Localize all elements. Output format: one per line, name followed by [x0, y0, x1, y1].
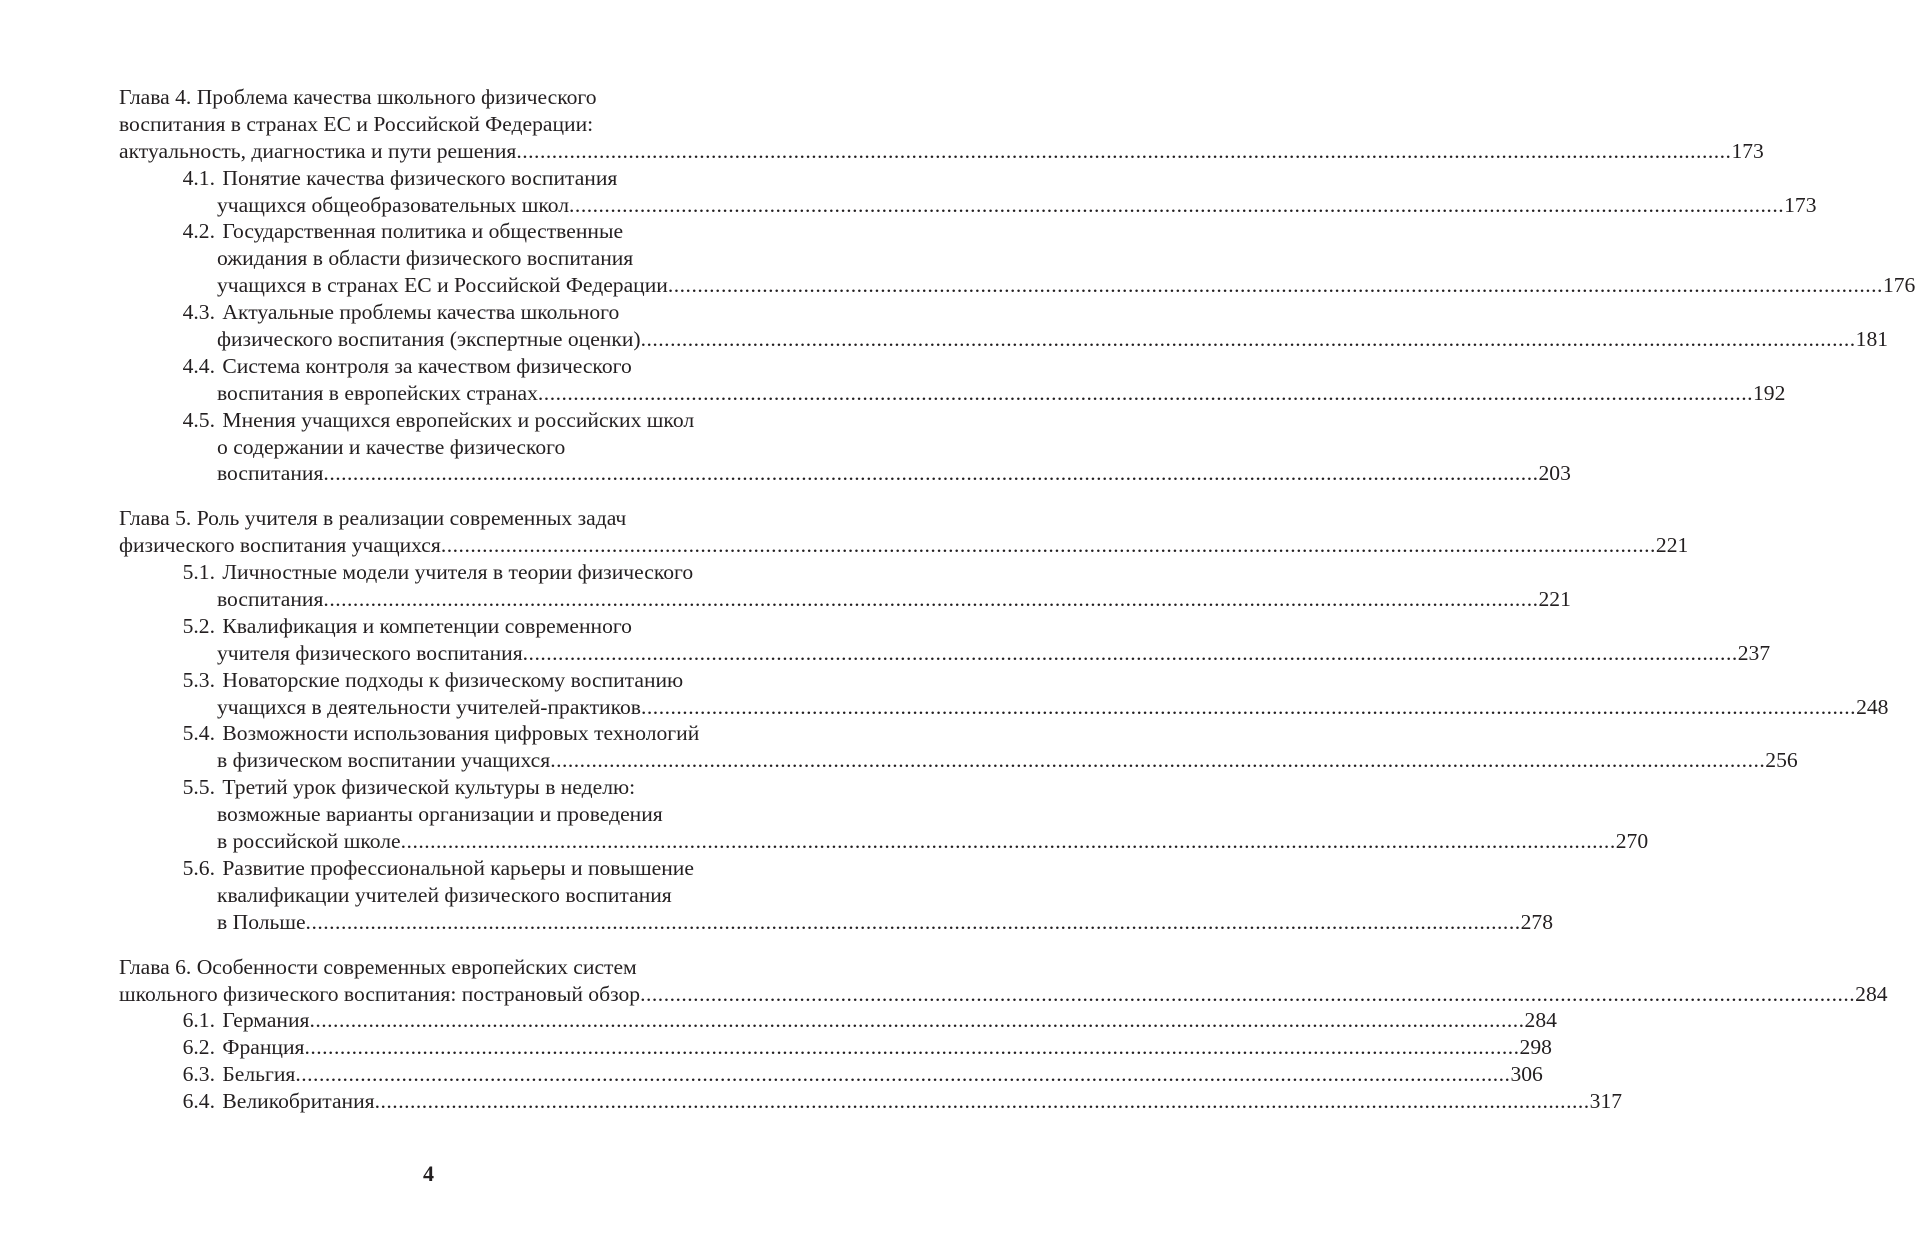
dot-leader: .............................................................................................................................................................................................................. [440, 533, 1656, 558]
section-title: Развитие профессиональной карьеры и повышение [222, 855, 694, 880]
section-line [119, 613, 756, 640]
section-title: Личностные модели учителя в теории физического [222, 560, 694, 585]
page-ref: 284 [1855, 981, 1888, 1006]
toc-chapter-6 [119, 954, 1888, 1115]
section-title-text: Германия [222, 1008, 310, 1033]
section-title: Актуальные проблемы качества школьного [222, 300, 620, 325]
section-line [119, 353, 756, 380]
section-title: в физическом воспитании учащихся [217, 748, 551, 773]
toc-entry-5-2[interactable] [119, 640, 1771, 667]
table-of-contents [119, 84, 1915, 1133]
dot-leader: .............................................................................................................................................................................................................. [295, 1062, 1511, 1087]
dot-leader: .............................................................................................................................................................................................................. [323, 587, 1539, 612]
section-line [119, 165, 756, 192]
page-ref: 192 [1752, 380, 1786, 405]
section-number: 6.2. [182, 1035, 215, 1060]
section-title: воспитания [217, 587, 324, 612]
toc-entry-5-6[interactable] [119, 909, 1554, 936]
page-ref: 181 [1855, 327, 1889, 352]
toc-entry-4-2[interactable] [119, 272, 1915, 299]
section-title: квалификации учителей физического воспитания [217, 882, 672, 907]
chapter-title-line: школьного физического воспитания: пострановый обзор [119, 981, 641, 1006]
section-title-text: Франция [222, 1035, 305, 1060]
dot-leader: .............................................................................................................................................................................................................. [305, 909, 1521, 934]
section-line [119, 559, 756, 586]
dot-leader: .............................................................................................................................................................................................................. [550, 748, 1766, 773]
page-ref: 173 [1784, 192, 1817, 217]
toc-entry-5-3[interactable] [119, 694, 1889, 721]
section-title: воспитания в европейских странах [217, 380, 538, 405]
page-ref: 176 [1882, 273, 1915, 298]
section-title: возможные варианты организации и проведения [217, 802, 663, 827]
section-title: Новаторские подходы к физическому воспитанию [222, 667, 684, 692]
page-ref: 306 [1510, 1062, 1543, 1087]
dot-leader: .............................................................................................................................................................................................................. [569, 192, 1785, 217]
section-title [217, 1034, 304, 1061]
section-line [119, 407, 756, 434]
section-title: воспитания [217, 461, 324, 486]
section-number: 4.4. [182, 353, 215, 378]
chapter-title-line: Глава 4. Проблема качества школьного физического [119, 85, 597, 109]
dot-leader: .............................................................................................................................................................................................................. [516, 138, 1732, 163]
page-ref: 221 [1538, 587, 1571, 612]
dot-leader: .............................................................................................................................................................................................................. [640, 327, 1856, 352]
toc-entry-6-1[interactable] [119, 1007, 1557, 1034]
page-number: 4 [423, 1161, 434, 1186]
section-line [119, 218, 756, 245]
section-title [217, 1088, 375, 1115]
section-title: о содержании и качестве физического [217, 434, 566, 459]
section-number: 5.6. [182, 855, 215, 880]
section-line [119, 667, 756, 694]
chapter-title-line: физического воспитания учащихся [119, 533, 441, 558]
section-title: Мнения учащихся европейских и российских школ [222, 407, 695, 432]
dot-leader: .............................................................................................................................................................................................................. [537, 380, 1753, 405]
dot-leader: .............................................................................................................................................................................................................. [640, 981, 1856, 1006]
section-title: Квалификация и компетенции современного [222, 613, 632, 638]
section-line [119, 855, 756, 882]
section-number: 6.4. [182, 1089, 215, 1114]
section-title: учителя физического воспитания [217, 640, 523, 665]
toc-chapter-5 [119, 505, 1889, 935]
section-title: учащихся общеобразовательных школ [217, 192, 570, 217]
chapter-title-line: Глава 6. Особенности современных европейских систем [119, 954, 637, 979]
page-ref: 256 [1765, 748, 1798, 773]
page-ref: 221 [1655, 533, 1689, 558]
page-ref: 284 [1524, 1008, 1557, 1033]
section-line [119, 774, 756, 801]
toc-entry-5-4[interactable] [119, 747, 1798, 774]
dot-leader: .............................................................................................................................................................................................................. [309, 1008, 1525, 1033]
section-number: 4.3. [182, 300, 215, 325]
section-title-text: Бельгия [222, 1062, 296, 1087]
toc-entry-5-5[interactable] [119, 828, 1649, 855]
section-title: Возможности использования цифровых технологий [222, 721, 700, 746]
section-title: в Польше [217, 909, 306, 934]
section-title [217, 1061, 295, 1088]
dot-leader: .............................................................................................................................................................................................................. [304, 1035, 1520, 1060]
section-title: Третий урок физической культуры в неделю: [222, 775, 636, 800]
chapter-title-line: актуальность, диагностика и пути решения [119, 138, 517, 163]
page-ref: 203 [1538, 461, 1571, 486]
toc-entry-6-2[interactable] [119, 1034, 1552, 1061]
section-title-text: Великобритания [222, 1089, 375, 1114]
section-number: 4.1. [182, 165, 215, 190]
toc-entry-chapter-5[interactable] [119, 532, 1689, 559]
toc-entry-4-5[interactable] [119, 460, 1571, 487]
section-title: Понятие качества физического воспитания [222, 165, 618, 190]
page-ref: 270 [1615, 829, 1649, 854]
chapter-title-line: воспитания в странах ЕС и Российской Федерации: [119, 111, 594, 136]
section-number: 5.2. [182, 613, 215, 638]
page-ref: 248 [1856, 694, 1889, 719]
section-title [217, 1007, 309, 1034]
section-number: 6.1. [182, 1008, 215, 1033]
page-ref: 278 [1520, 909, 1554, 934]
section-number: 4.2. [182, 219, 215, 244]
toc-entry-6-3[interactable] [119, 1061, 1543, 1088]
section-title: физического воспитания (экспертные оценки) [217, 327, 641, 352]
dot-leader: .............................................................................................................................................................................................................. [323, 461, 1539, 486]
toc-entry-4-4[interactable] [119, 380, 1786, 407]
page-ref: 298 [1519, 1035, 1552, 1060]
section-number: 5.1. [182, 560, 215, 585]
dot-leader: .............................................................................................................................................................................................................. [400, 829, 1616, 854]
page-ref: 237 [1737, 640, 1771, 665]
section-number: 5.3. [182, 667, 215, 692]
dot-leader: .............................................................................................................................................................................................................. [667, 273, 1883, 298]
toc-entry-chapter-4[interactable] [119, 138, 1764, 165]
toc-entry-chapter-6[interactable] [119, 981, 1888, 1008]
dot-leader: .............................................................................................................................................................................................................. [641, 694, 1857, 719]
page-ref: 317 [1589, 1089, 1623, 1114]
section-line [119, 720, 756, 747]
section-number: 4.5. [182, 407, 215, 432]
section-number: 6.3. [182, 1062, 215, 1087]
toc-chapter-4 [119, 84, 1915, 487]
section-title: Государственная политика и общественные [222, 219, 624, 244]
section-line [119, 299, 756, 326]
dot-leader: .............................................................................................................................................................................................................. [522, 640, 1738, 665]
toc-entry-4-1[interactable] [119, 192, 1817, 219]
section-title: в российской школе [217, 829, 401, 854]
toc-entry-6-4[interactable] [119, 1088, 1623, 1115]
section-number: 5.4. [182, 721, 215, 746]
dot-leader: .............................................................................................................................................................................................................. [374, 1089, 1590, 1114]
toc-entry-5-1[interactable] [119, 586, 1571, 613]
section-title: Система контроля за качеством физического [222, 353, 632, 378]
chapter-title-line: Глава 5. Роль учителя в реализации современных задач [119, 506, 627, 531]
section-number: 5.5. [182, 775, 215, 800]
page-ref: 173 [1731, 138, 1764, 163]
toc-entry-4-3[interactable] [119, 326, 1889, 353]
section-title: учащихся в странах ЕС и Российской Федерации [217, 273, 668, 298]
section-title: учащихся в деятельности учителей-практиков [217, 694, 641, 719]
section-title: ожидания в области физического воспитания [217, 246, 634, 271]
